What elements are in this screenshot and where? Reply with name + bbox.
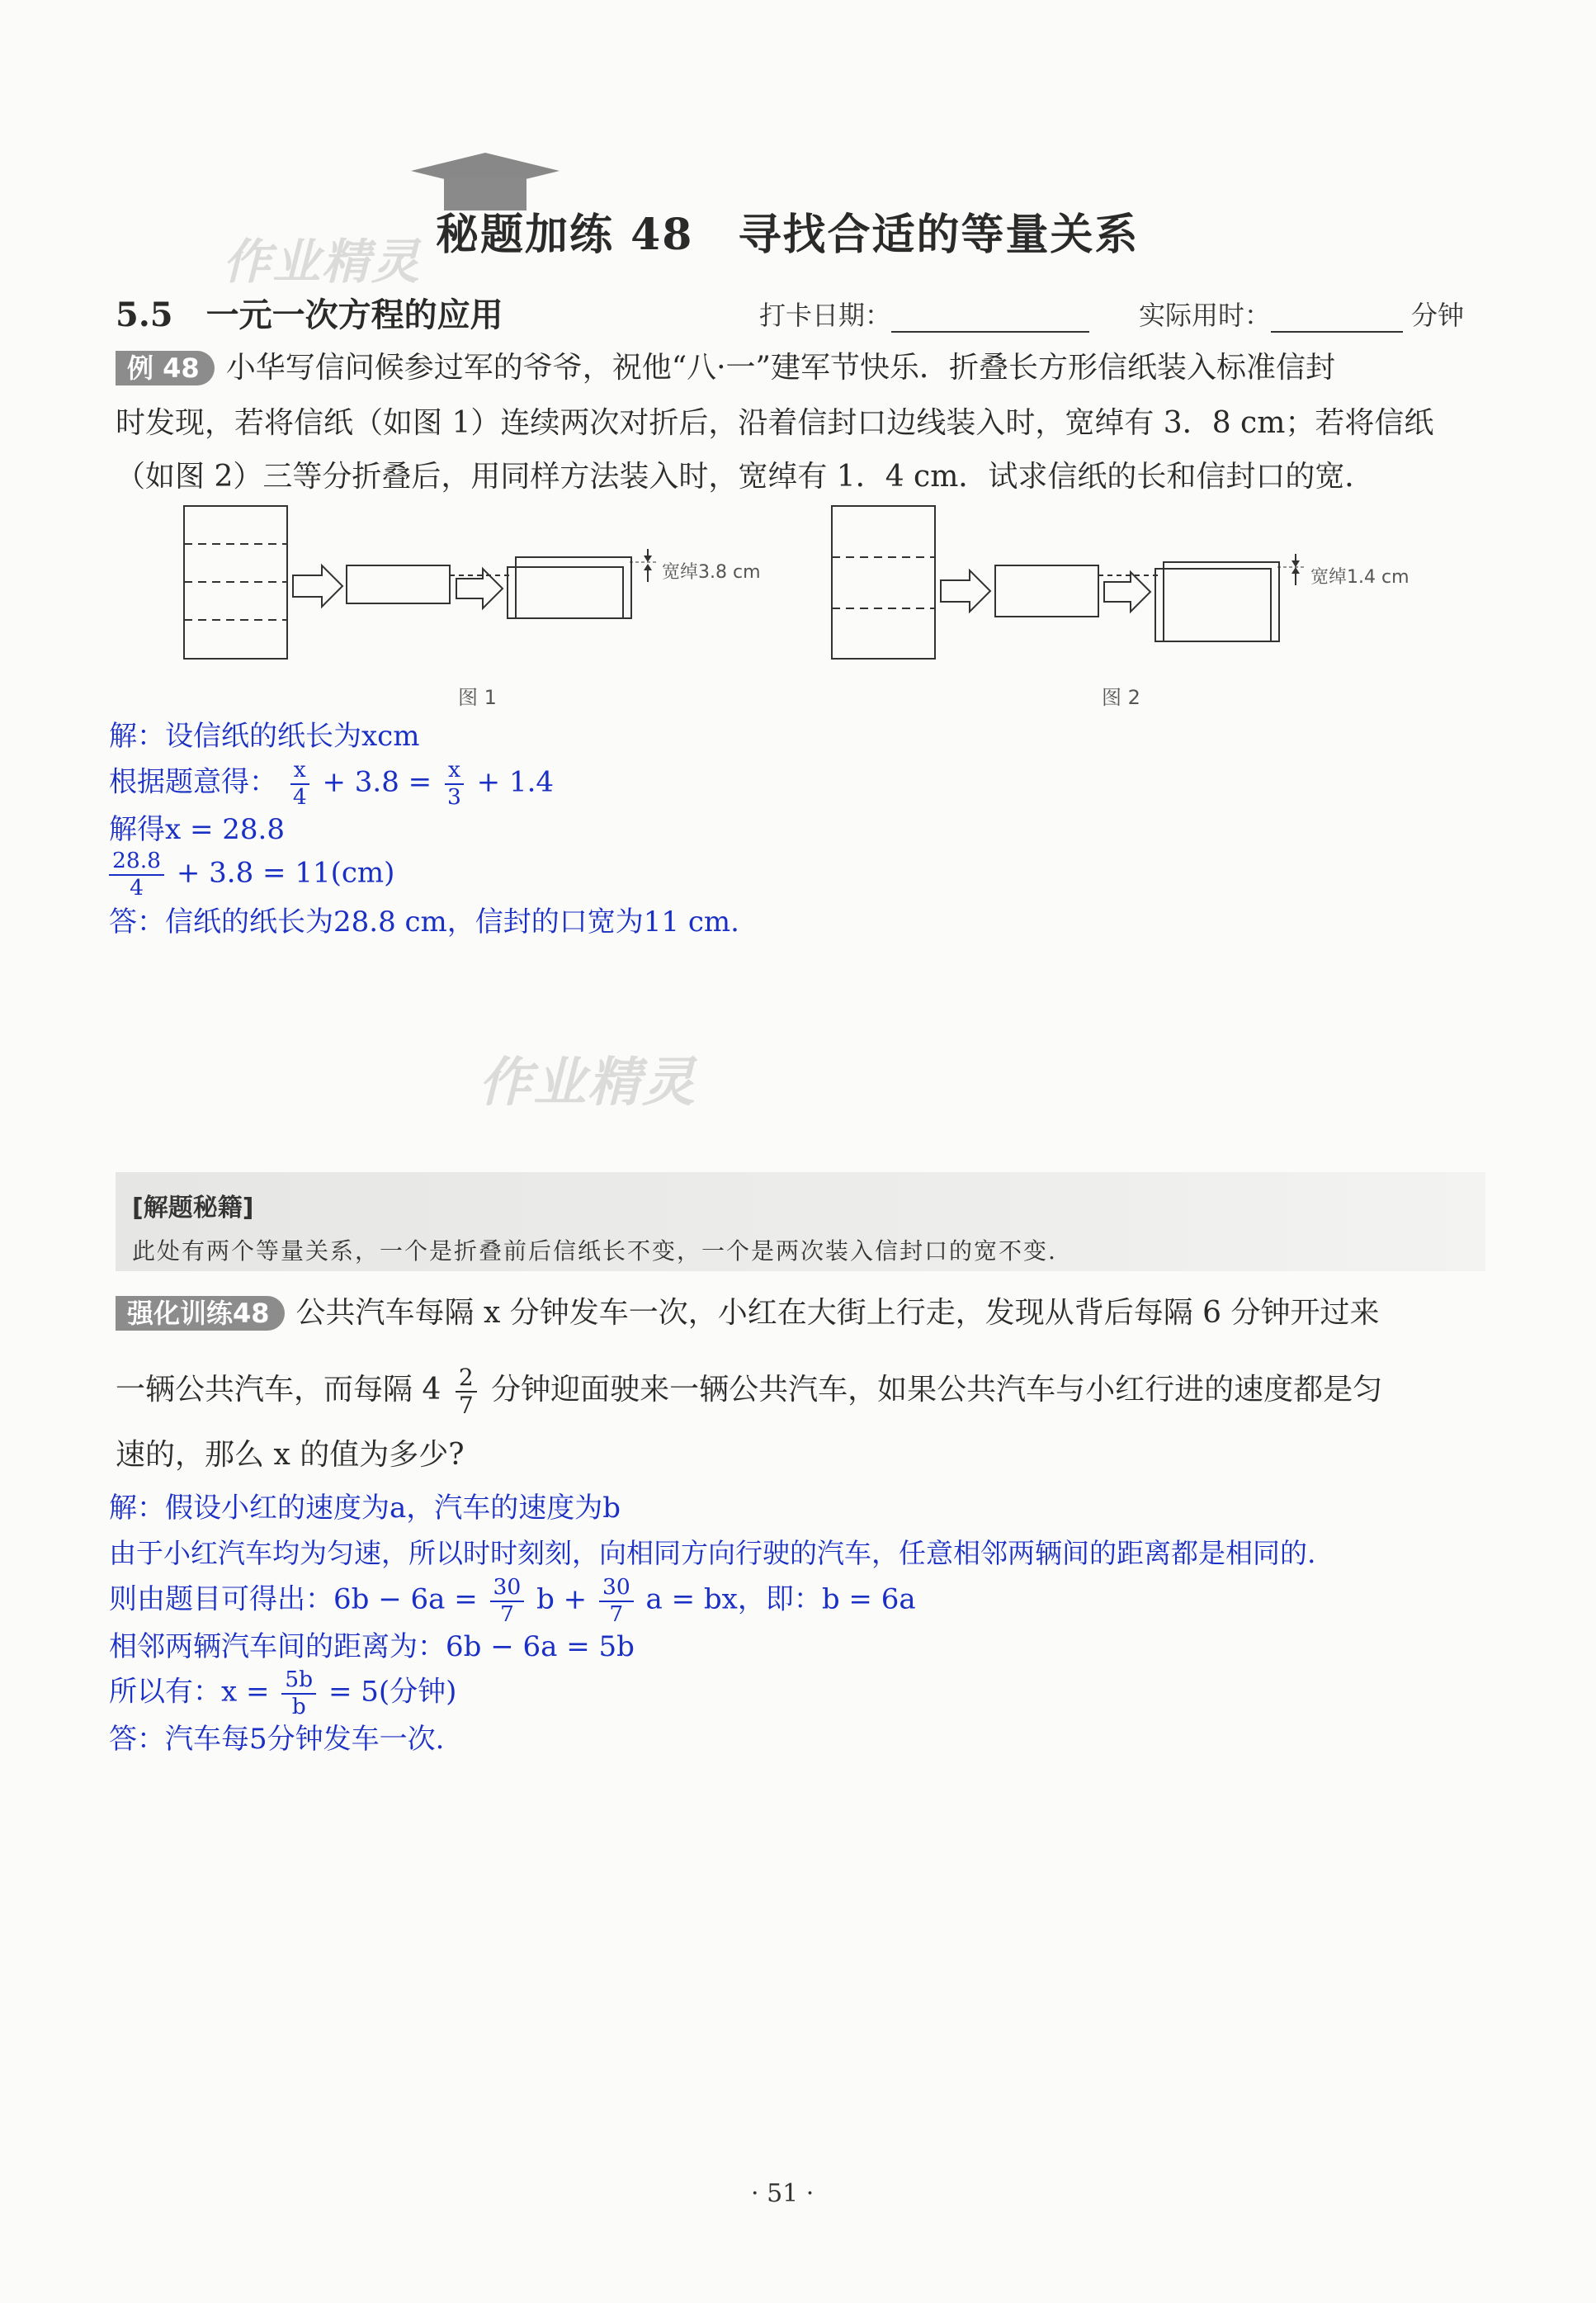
tips-title: [解题秘籍] bbox=[132, 1194, 254, 1222]
training-line-3: 速的，那么 x 的值为多少? bbox=[116, 1438, 465, 1472]
answer1-line-3: 解得x = 28.8 bbox=[109, 813, 285, 846]
answer2-line-5: 所以有：x = $\frac{5b}{b}$ = 5(分钟) bbox=[109, 1667, 457, 1719]
example-line-1: 例 48 小华写信问候参过军的爷爷，祝他“八·一”建军节快乐．折叠长方形信纸装入标准信封 bbox=[116, 351, 1335, 385]
time-used: 实际用时： 分钟 bbox=[1139, 300, 1465, 331]
answer2-line-2: 由于小红汽车均为匀速，所以时时刻刻，向相同方向行驶的汽车，任意相邻两辆间的距离都是相同的. bbox=[109, 1537, 1316, 1569]
answer2-line-3: 则由题目可得出：6b − 6a = $\frac{30}{7}$ b + $\frac{30}{7}$ a = bx，即：b = 6a bbox=[109, 1574, 916, 1627]
answer1-line-5: 答：信纸的纸长为28.8 cm，信封的口宽为11 cm. bbox=[109, 906, 739, 939]
training-line-1: 强化训练48 公共汽车每隔 x 分钟发车一次，小红在大街上行走，发现从背后每隔 6 分钟开过来 bbox=[116, 1296, 1380, 1331]
answer2-line-4: 相邻两辆汽车间的距离为：6b − 6a = 5b bbox=[109, 1630, 635, 1663]
training-tag: 强化训练48 bbox=[116, 1296, 285, 1331]
tips-text: 此处有两个等量关系，一个是折叠前后信纸长不变，一个是两次装入信封口的宽不变. bbox=[132, 1237, 1057, 1265]
answer2-line-6: 答：汽车每5分钟发车一次. bbox=[109, 1723, 445, 1756]
figure-1-caption: 图 1 bbox=[458, 686, 497, 709]
section-heading: 5.5 一元一次方程的应用 bbox=[116, 296, 503, 334]
answer1-line-1: 解：设信纸的纸长为xcm bbox=[109, 720, 420, 753]
page-number: · 51 · bbox=[751, 2179, 815, 2208]
example-tag: 例 48 bbox=[116, 351, 215, 385]
watermark: 作业精灵 bbox=[223, 234, 422, 290]
page-title: 秘题加练 48 寻找合适的等量关系 bbox=[436, 210, 1140, 260]
training-line-2: 一辆公共汽车，而每隔 4 $\frac{2}{7}$ 分钟迎面驶来一辆公共汽车，如果公共汽车与小红行进的速度都是匀 bbox=[116, 1364, 1383, 1420]
checkin-date: 打卡日期： bbox=[759, 295, 1089, 333]
figure-1-label: 宽绰3.8 cm bbox=[662, 562, 761, 583]
figure-2-caption: 图 2 bbox=[1102, 686, 1140, 709]
figure-2-label: 宽绰1.4 cm bbox=[1310, 567, 1409, 588]
answer1-line-4: $\frac{28.8}{4}$ + 3.8 = 11(cm) bbox=[109, 850, 394, 899]
example-line-3: （如图 2）三等分折叠后，用同样方法装入时，宽绰有 1．4 cm．试求信纸的长和信封口的宽． bbox=[116, 460, 1375, 494]
example-line-2: 时发现，若将信纸（如图 1）连续两次对折后，沿着信封口边线装入时，宽绰有 3．8 cm；若将信纸 bbox=[116, 406, 1434, 440]
answer1-line-2: 根据题意得： $\frac{x}{4}$ + 3.8 = $\frac{x}{3}$ + 1.4 bbox=[109, 757, 555, 810]
watermark-center: 作业精灵 bbox=[479, 1052, 696, 1114]
answer2-line-1: 解：假设小红的速度为a，汽车的速度为b bbox=[109, 1492, 621, 1525]
